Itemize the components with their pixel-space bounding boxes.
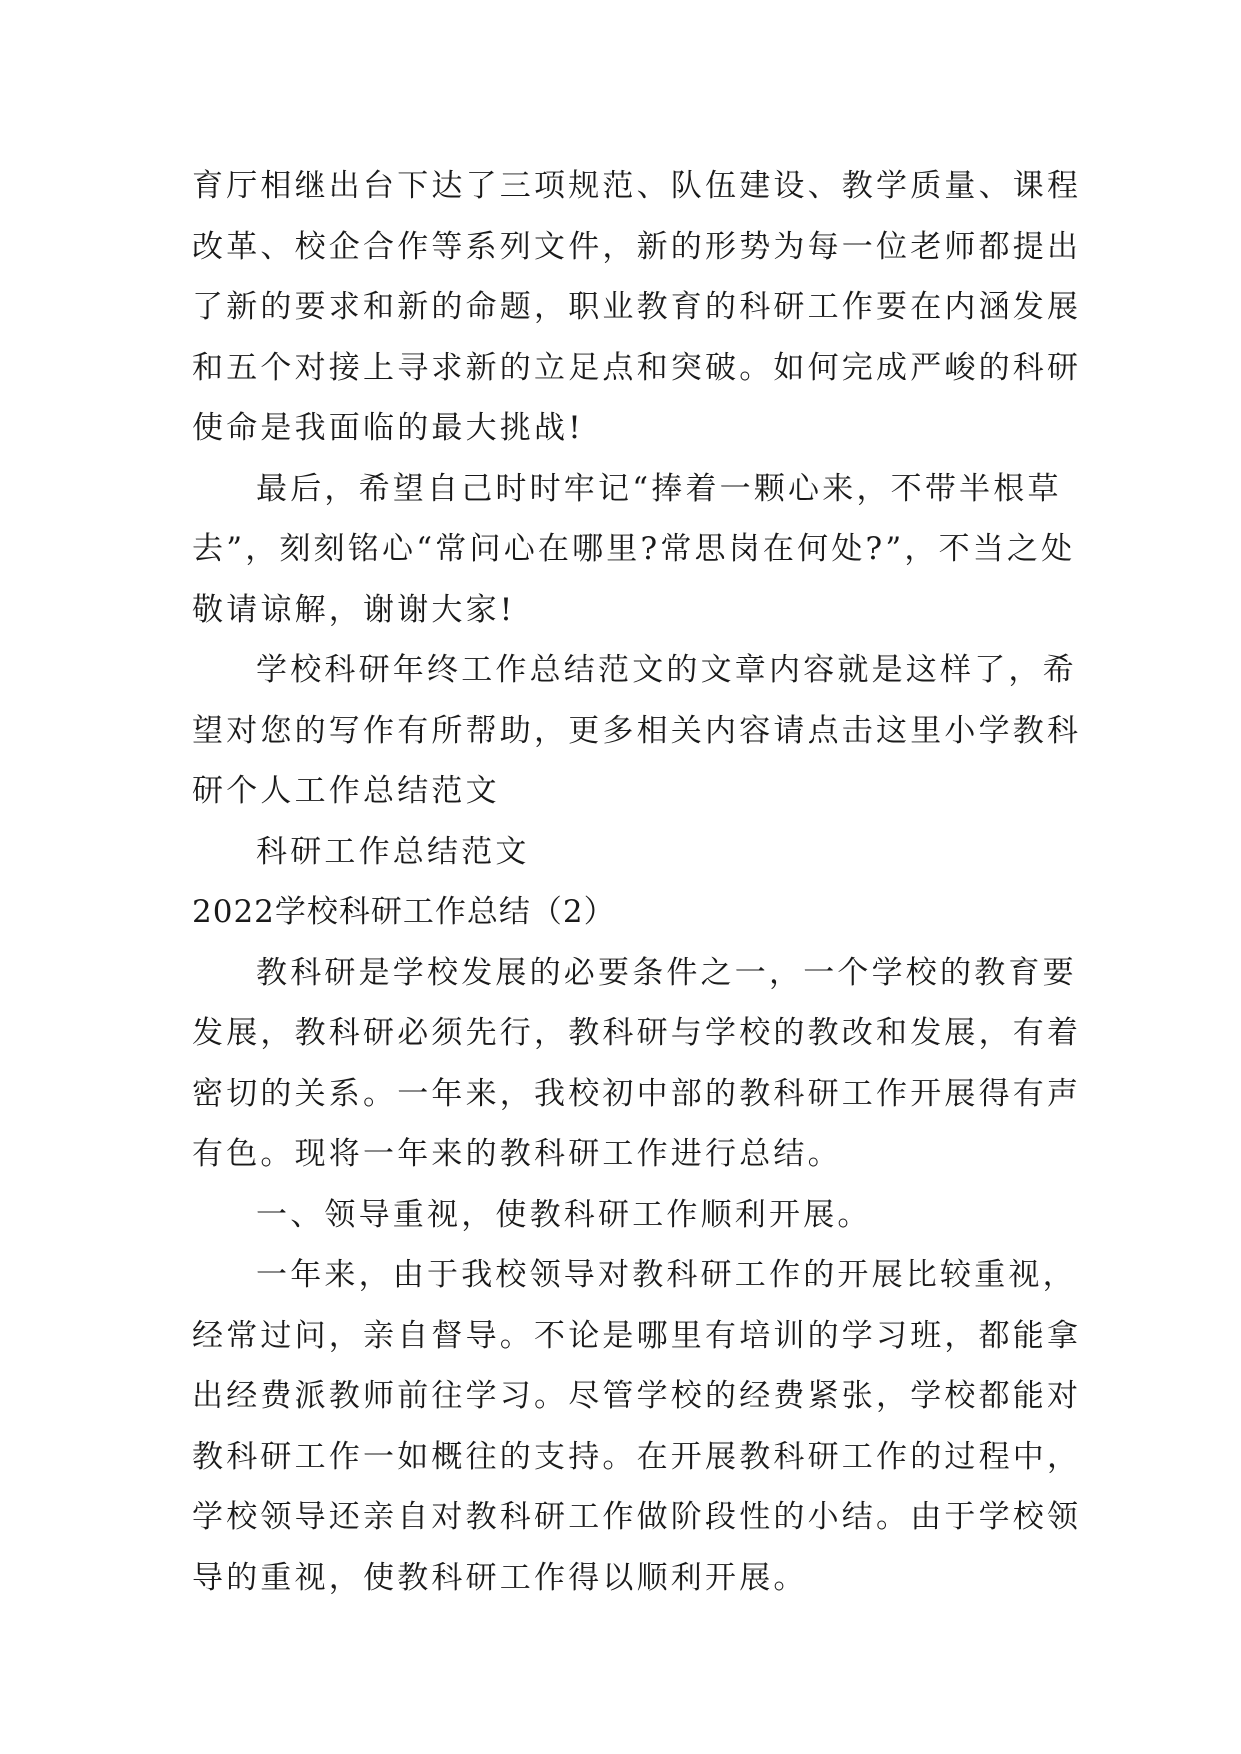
text-line: 研个人工作总结范文 [192, 773, 500, 809]
text-line: 敬请谅解，谢谢大家! [192, 591, 516, 628]
paragraph-start-line: 一年来，由于我校领导对教科研工作的开展比较重视， [256, 1257, 1077, 1293]
subsection-heading: 一、领导重视，使教科研工作顺利开展。 [256, 1196, 872, 1233]
paragraph-start-line: 最后，希望自己时时牢记“捧着一颗心来，不带半根草 [256, 470, 1062, 507]
text-line: 去”，刻刻铭心“常问心在哪里?常思岗在何处?”，不当之处 [192, 531, 1076, 567]
text-line: 有色。现将一年来的教科研工作进行总结。 [192, 1136, 842, 1172]
text-line: 望对您的写作有所帮助，更多相关内容请点击这里小学教科 [192, 712, 1082, 749]
text-line: 密切的关系。一年来，我校初中部的教科研工作开展得有声 [192, 1075, 1082, 1112]
text-line: 育厅相继出台下达了三项规范、队伍建设、教学质量、课程 [192, 168, 1082, 204]
text-line: 导的重视，使教科研工作得以顺利开展。 [192, 1559, 808, 1596]
paragraph-start-line: 学校科研年终工作总结范文的文章内容就是这样了，希 [256, 652, 1077, 688]
text-line: 改革、校企合作等系列文件，新的形势为每一位老师都提出 [192, 228, 1082, 265]
text-line: 教科研工作一如概往的支持。在开展教科研工作的过程中， [192, 1438, 1082, 1475]
text-line: 出经费派教师前往学习。尽管学校的经费紧张，学校都能对 [192, 1378, 1082, 1414]
text-line: 和五个对接上寻求新的立足点和突破。如何完成严峻的科研 [192, 349, 1082, 386]
text-line: 学校领导还亲自对教科研工作做阶段性的小结。由于学校领 [192, 1499, 1082, 1535]
document-body [192, 156, 1082, 1608]
section-title: 2022学校科研工作总结（2） [192, 894, 616, 930]
text-line: 使命是我面临的最大挑战! [192, 410, 584, 446]
text-line: 了新的要求和新的命题，职业教育的科研工作要在内涵发展 [192, 289, 1082, 325]
text-line: 发展，教科研必须先行，教科研与学校的教改和发展，有着 [192, 1015, 1082, 1051]
text-line: 经常过问，亲自督导。不论是哪里有培训的学习班，都能拿 [192, 1317, 1082, 1354]
related-link-text: 科研工作总结范文 [256, 833, 530, 870]
paragraph-start-line: 教科研是学校发展的必要条件之一，一个学校的教育要 [256, 954, 1077, 991]
